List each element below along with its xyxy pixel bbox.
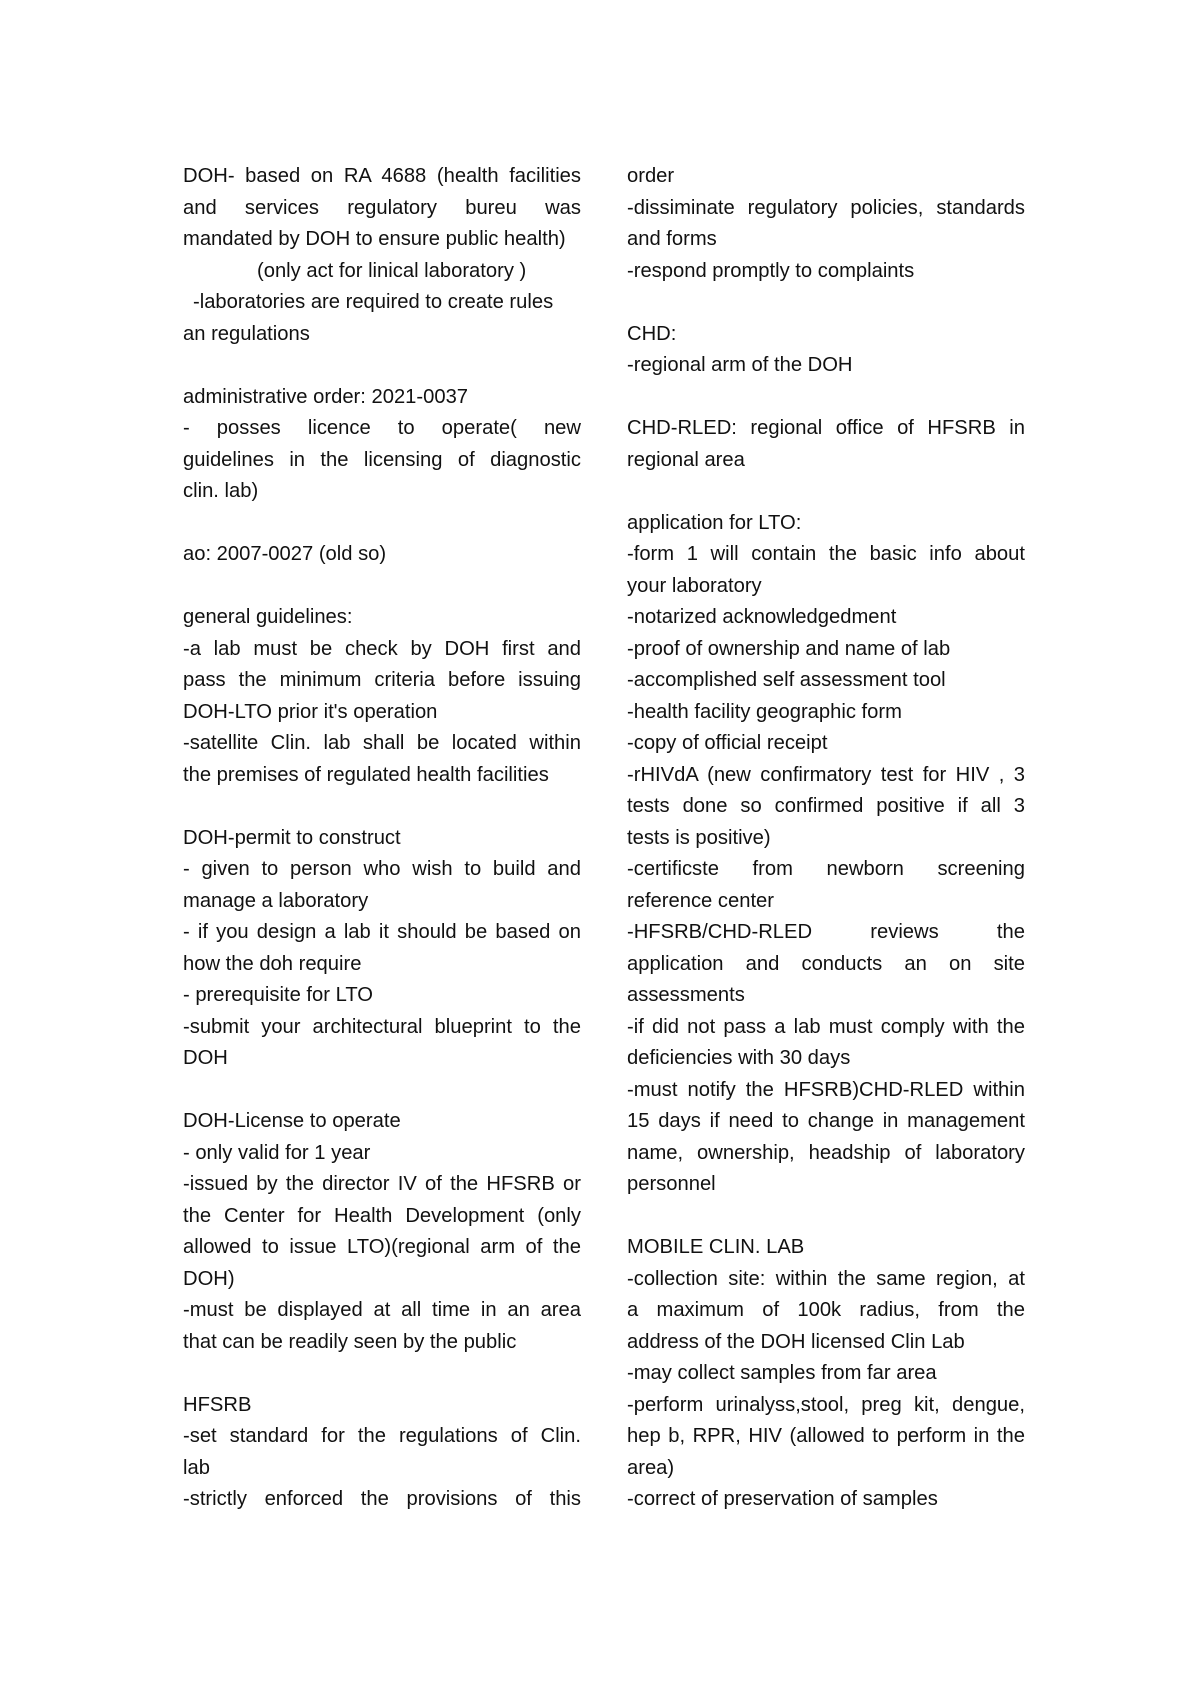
text-line: DOH- based on RA 4688 (health facilities xyxy=(183,165,581,187)
text-line: -strictly enforced the provisions of this xyxy=(183,1488,581,1510)
text-line: - only valid for 1 year xyxy=(183,1141,371,1164)
text-line: -copy of official receipt xyxy=(627,732,828,754)
text-line: assessments xyxy=(627,984,745,1006)
text-line: - if you design a lab it should be based on xyxy=(183,921,581,943)
text-line: guidelines in the licensing of diagnostic xyxy=(183,448,581,471)
right-text-column xyxy=(627,161,1025,1516)
text-line: (only act for linical laboratory ) xyxy=(257,259,527,282)
paragraph-gap xyxy=(627,382,1025,414)
text-line: -issued by the director IV of the HFSRB or xyxy=(183,1173,581,1195)
text-line: hep b, RPR, HIV (allowed to perform in the xyxy=(627,1425,1025,1447)
text-line: address of the DOH licensed Clin Lab xyxy=(627,1330,965,1353)
text-line: -form 1 will contain the basic info about xyxy=(627,543,1025,565)
text-line: -respond promptly to complaints xyxy=(627,259,915,282)
text-line: -set standard for the regulations of Clin. xyxy=(183,1425,581,1447)
text-line: HFSRB xyxy=(183,1393,252,1416)
text-line: -must notify the HFSRB)CHD-RLED within xyxy=(627,1078,1025,1101)
text-line: -collection site: within the same region, at xyxy=(627,1267,1025,1290)
paragraph-gap xyxy=(183,1075,581,1107)
text-line: area) xyxy=(627,1456,675,1479)
text-line: tests done so confirmed positive if all 3 xyxy=(627,795,1025,817)
text-line: that can be readily seen by the public xyxy=(183,1330,517,1353)
text-line: -if did not pass a lab must comply with the xyxy=(627,1015,1025,1038)
text-line: -proof of ownership and name of lab xyxy=(627,637,951,660)
text-line: an regulations xyxy=(183,322,310,345)
text-line: regional area xyxy=(627,448,745,471)
text-line: DOH-permit to construct xyxy=(183,826,401,849)
text-line: your laboratory xyxy=(627,574,762,597)
text-line: -laboratories are required to create rules xyxy=(193,291,554,313)
text-line: lab xyxy=(183,1456,210,1479)
text-line: pass the minimum criteria before issuing xyxy=(183,669,581,691)
text-line: -satellite Clin. lab shall be located within xyxy=(183,732,581,754)
text-line: DOH-License to operate xyxy=(183,1110,401,1132)
text-line: name, ownership, headship of laboratory xyxy=(627,1141,1025,1164)
text-line: DOH-LTO prior it's operation xyxy=(183,700,438,723)
text-line: the premises of regulated health facilities xyxy=(183,763,549,786)
text-line: -must be displayed at all time in an area xyxy=(183,1299,581,1321)
text-line: - posses licence to operate( new xyxy=(183,417,581,439)
text-line: clin. lab) xyxy=(183,480,259,502)
text-line: -may collect samples from far area xyxy=(627,1362,937,1384)
text-line: -submit your architectural blueprint to the xyxy=(183,1015,581,1038)
paragraph-gap xyxy=(183,791,581,823)
text-line: mandated by DOH to ensure public health) xyxy=(183,228,566,250)
text-line: -accomplished self assessment tool xyxy=(627,669,946,691)
text-line: -notarized acknowledgedment xyxy=(627,606,897,628)
text-line: allowed to issue LTO)(regional arm of the xyxy=(183,1236,581,1258)
text-line: -regional arm of the DOH xyxy=(627,354,853,376)
text-line: and forms xyxy=(627,228,717,250)
text-line: - given to person who wish to build and xyxy=(183,858,581,880)
text-line: CHD: xyxy=(627,322,677,345)
text-line: -certificste from newborn screening xyxy=(627,858,1025,880)
text-line: a maximum of 100k radius, from the xyxy=(627,1299,1025,1321)
paragraph-gap xyxy=(183,571,581,603)
paragraph-gap xyxy=(183,508,581,540)
text-line: CHD-RLED: regional office of HFSRB in xyxy=(627,417,1025,439)
text-line: reference center xyxy=(627,889,775,912)
text-line: manage a laboratory xyxy=(183,889,369,912)
text-line: administrative order: 2021-0037 xyxy=(183,385,469,408)
paragraph-gap xyxy=(183,350,581,382)
text-line: -HFSRB/CHD-RLED reviews the xyxy=(627,921,1025,943)
paragraph-gap xyxy=(183,1358,581,1390)
left-text-column xyxy=(183,161,581,1516)
text-line: -correct of preservation of samples xyxy=(627,1488,938,1510)
text-line: application and conducts an on site xyxy=(627,952,1025,975)
text-line: -rHIVdA (new confirmatory test for HIV , 3 xyxy=(627,763,1025,786)
text-line: -dissiminate regulatory policies, standards xyxy=(627,196,1025,219)
text-line: ao: 2007-0027 (old so) xyxy=(183,543,387,565)
text-line: order xyxy=(627,165,675,187)
text-line: DOH) xyxy=(183,1267,235,1290)
text-line: deficiencies with 30 days xyxy=(627,1047,851,1069)
text-line: the Center for Health Development (only xyxy=(183,1204,581,1227)
text-line: tests is positive) xyxy=(627,826,771,849)
text-line: - prerequisite for LTO xyxy=(183,984,373,1006)
text-line: general guidelines: xyxy=(183,606,353,628)
text-line: and services regulatory bureu was xyxy=(183,196,581,219)
text-line: personnel xyxy=(627,1173,716,1195)
text-line: -health facility geographic form xyxy=(627,700,902,723)
text-line: application for LTO: xyxy=(627,511,802,534)
paragraph-gap xyxy=(627,1201,1025,1233)
paragraph-gap xyxy=(627,287,1025,319)
paragraph-gap xyxy=(627,476,1025,508)
text-line: MOBILE CLIN. LAB xyxy=(627,1236,805,1258)
text-line: how the doh require xyxy=(183,952,362,975)
text-line: 15 days if need to change in management xyxy=(627,1110,1025,1132)
text-line: DOH xyxy=(183,1047,228,1069)
text-line: -a lab must be check by DOH first and xyxy=(183,637,581,660)
text-line: -perform urinalyss,stool, preg kit, dengue, xyxy=(627,1393,1025,1416)
